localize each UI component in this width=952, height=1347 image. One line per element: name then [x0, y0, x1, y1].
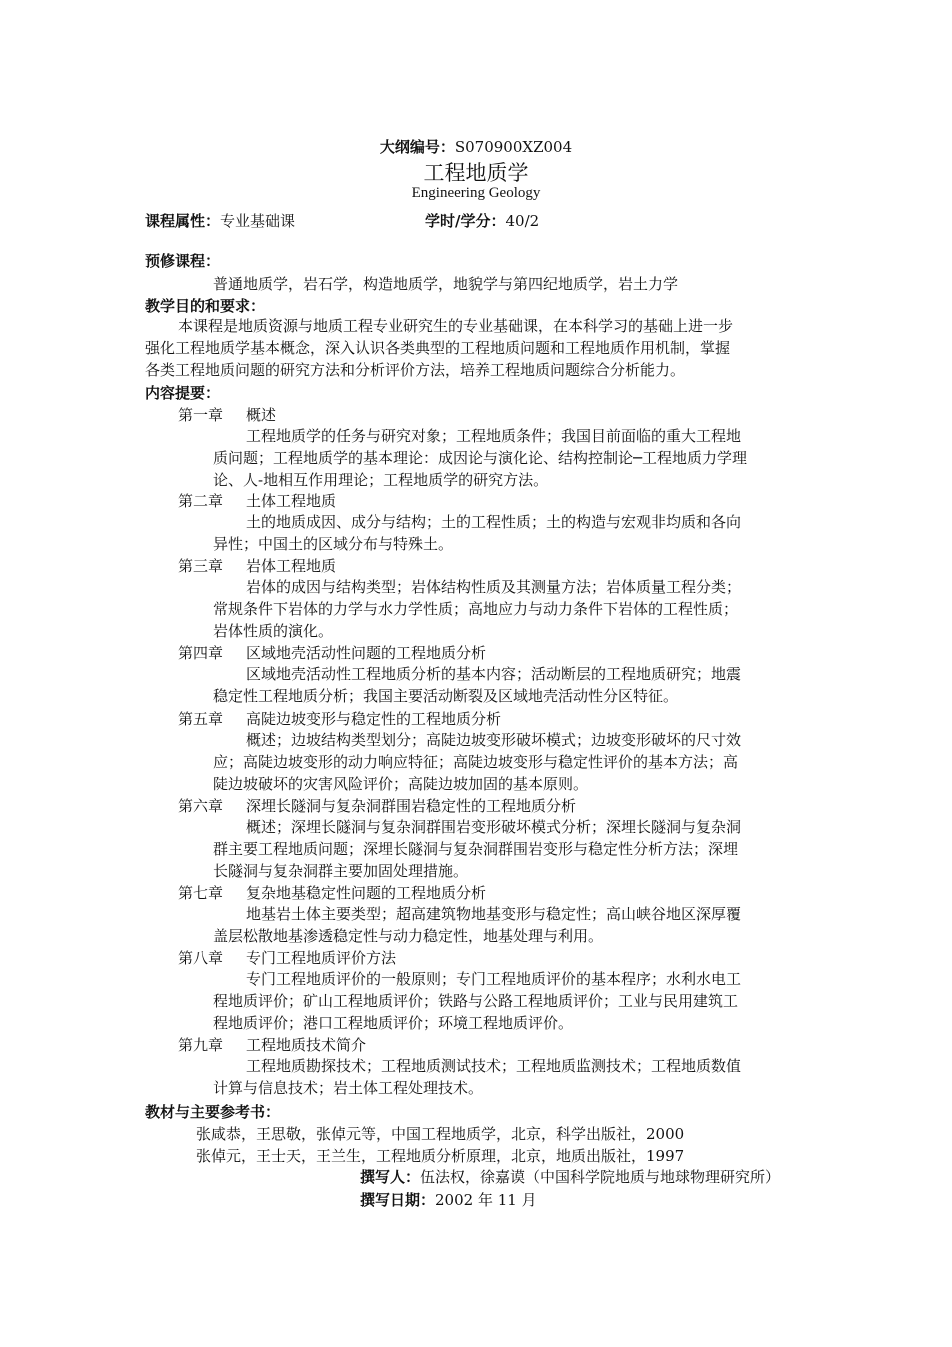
prereq-heading: 预修课程： — [145, 252, 221, 270]
chapter-number: 第四章 — [178, 644, 224, 662]
chapter-line: 专门工程地质评价的一般原则；专门工程地质评价的基本程序；水利水电工 — [246, 970, 742, 988]
chapter-line: 土的地质成因、成分与结构；土的工程性质；土的构造与宏观非均质和各向 — [246, 513, 742, 531]
chapter-body — [213, 663, 741, 707]
chapter-title: 工程地质技术简介 — [246, 1036, 367, 1054]
date-line — [360, 1189, 537, 1210]
chapter-number: 第二章 — [178, 492, 224, 510]
chapter-heading — [178, 490, 336, 511]
chapter-line: 质问题；工程地质学的基本理论：成因论与演化论、结构控制论─工程地质力学理 — [213, 449, 748, 467]
chapter-heading — [178, 947, 396, 968]
outline-value: S070900XZ004 — [454, 138, 573, 156]
chapter-number: 第五章 — [178, 710, 224, 728]
chapter-line: 盖层松散地基渗透稳定性与动力稳定性，地基处理与利用。 — [213, 927, 604, 945]
date-label: 撰写日期： — [360, 1191, 436, 1209]
references-heading: 教材与主要参考书： — [145, 1103, 281, 1121]
chapter-line: 陡边坡破坏的灾害风险评价；高陡边坡加固的基本原则。 — [213, 775, 589, 793]
chapter-body — [213, 425, 747, 491]
outline-number — [0, 136, 952, 157]
attribute-label: 课程属性： — [145, 212, 221, 230]
purpose-paragraph — [145, 315, 733, 381]
chapter-body — [213, 968, 741, 1034]
chapter-line: 工程地质勘探技术；工程地质测试技术；工程地质监测技术；工程地质数值 — [246, 1057, 742, 1075]
chapter-body — [213, 1055, 741, 1099]
chapter-line: 长隧洞与复杂洞群主要加固处理措施。 — [213, 862, 469, 880]
date-value: 2002 年 11 月 — [435, 1191, 537, 1209]
chapter-body — [213, 511, 741, 555]
chapter-title: 专门工程地质评价方法 — [246, 949, 397, 967]
chapter-title: 复杂地基稳定性问题的工程地质分析 — [246, 884, 487, 902]
chapter-title: 高陡边坡变形与稳定性的工程地质分析 — [246, 710, 502, 728]
chapter-title: 概述 — [246, 406, 277, 424]
chapter-line: 群主要工程地质问题；深埋长隧洞与复杂洞群围岩变形与稳定性分析方法；深埋 — [213, 840, 739, 858]
chapter-number: 第八章 — [178, 949, 224, 967]
chapter-line: 稳定性工程地质分析；我国主要活动断裂及区域地壳活动性分区特征。 — [213, 687, 679, 705]
purpose-line: 各类工程地质问题的研究方法和分析评价方法，培养工程地质问题综合分析能力。 — [145, 361, 686, 379]
reference-item: 张咸恭，王思敬，张倬元等，中国工程地质学，北京，科学出版社，2000 — [196, 1125, 685, 1143]
chapter-heading — [178, 708, 501, 729]
chapter-heading — [178, 642, 486, 663]
hours-value: 40/2 — [505, 212, 540, 230]
chapter-line: 岩体性质的演化。 — [213, 622, 334, 640]
hours-label: 学时/学分： — [425, 212, 506, 230]
purpose-line: 强化工程地质学基本概念，深入认识各类典型的工程地质问题和工程地质作用机制，掌握 — [145, 339, 731, 357]
chapter-title: 岩体工程地质 — [246, 557, 337, 575]
chapter-body — [213, 903, 741, 947]
chapter-line: 岩体的成因与结构类型；岩体结构性质及其测量方法；岩体质量工程分类； — [246, 578, 742, 596]
author-line — [360, 1166, 780, 1187]
course-hours — [425, 210, 539, 231]
attribute-value: 专业基础课 — [220, 212, 296, 230]
chapter-line: 区域地壳活动性工程地质分析的基本内容；活动断层的工程地质研究；地震 — [246, 665, 742, 683]
purpose-line: 本课程是地质资源与地质工程专业研究生的专业基础课，在本科学习的基础上进一步 — [178, 317, 734, 335]
chapter-line: 工程地质学的任务与研究对象；工程地质条件；我国目前面临的重大工程地 — [246, 427, 742, 445]
chapter-line: 常规条件下岩体的力学与水力学性质；高地应力与动力条件下岩体的工程性质； — [213, 600, 739, 618]
chapter-number: 第一章 — [178, 406, 224, 424]
purpose-heading: 教学目的和要求： — [145, 297, 266, 315]
chapter-line: 程地质评价；矿山工程地质评价；铁路与公路工程地质评价；工业与民用建筑工 — [213, 992, 739, 1010]
prereq-text: 普通地质学，岩石学，构造地质学，地貌学与第四纪地质学，岩土力学 — [213, 275, 679, 293]
chapter-number: 第七章 — [178, 884, 224, 902]
chapter-line: 论、人-地相互作用理论；工程地质学的研究方法。 — [213, 471, 549, 489]
chapter-title: 土体工程地质 — [246, 492, 337, 510]
outline-label: 大纲编号： — [379, 138, 455, 156]
chapter-line: 程地质评价；港口工程地质评价；环境工程地质评价。 — [213, 1014, 574, 1032]
chapter-title: 深埋长隧洞与复杂洞群围岩稳定性的工程地质分析 — [246, 797, 577, 815]
chapter-line: 概述；边坡结构类型划分；高陡边坡变形破坏模式；边坡变形破坏的尺寸效 — [246, 731, 742, 749]
chapter-body — [213, 576, 741, 642]
chapter-line: 概述；深埋长隧洞与复杂洞群围岩变形破坏模式分析；深埋长隧洞与复杂洞 — [246, 818, 742, 836]
chapter-title: 区域地壳活动性问题的工程地质分析 — [246, 644, 487, 662]
chapter-body — [213, 816, 741, 882]
chapter-line: 地基岩土体主要类型；超高建筑物地基变形与稳定性；高山峡谷地区深厚覆 — [246, 905, 742, 923]
chapter-line: 计算与信息技术；岩土体工程处理技术。 — [213, 1079, 484, 1097]
chapter-number: 第九章 — [178, 1036, 224, 1054]
author-value: 伍法权，徐嘉谟（中国科学院地质与地球物理研究所） — [420, 1168, 781, 1186]
chapter-heading — [178, 795, 576, 816]
reference-item: 张倬元，王士天，王兰生，工程地质分析原理，北京，地质出版社，1997 — [196, 1147, 685, 1165]
course-title: 工程地质学 — [423, 161, 529, 185]
chapter-number: 第六章 — [178, 797, 224, 815]
chapter-body — [213, 729, 741, 795]
course-subtitle: Engineering Geology — [411, 185, 541, 201]
chapter-line: 异性；中国土的区域分布与特殊土。 — [213, 535, 454, 553]
chapter-heading — [178, 555, 336, 576]
author-label: 撰写人： — [360, 1168, 421, 1186]
chapter-heading — [178, 404, 276, 425]
chapter-line: 应；高陡边坡变形的动力响应特征；高陡边坡变形与稳定性评价的基本方法；高 — [213, 753, 739, 771]
course-attribute — [145, 210, 295, 231]
chapter-number: 第三章 — [178, 557, 224, 575]
chapter-heading — [178, 882, 486, 903]
chapter-heading — [178, 1034, 366, 1055]
content-heading: 内容提要： — [145, 384, 221, 402]
